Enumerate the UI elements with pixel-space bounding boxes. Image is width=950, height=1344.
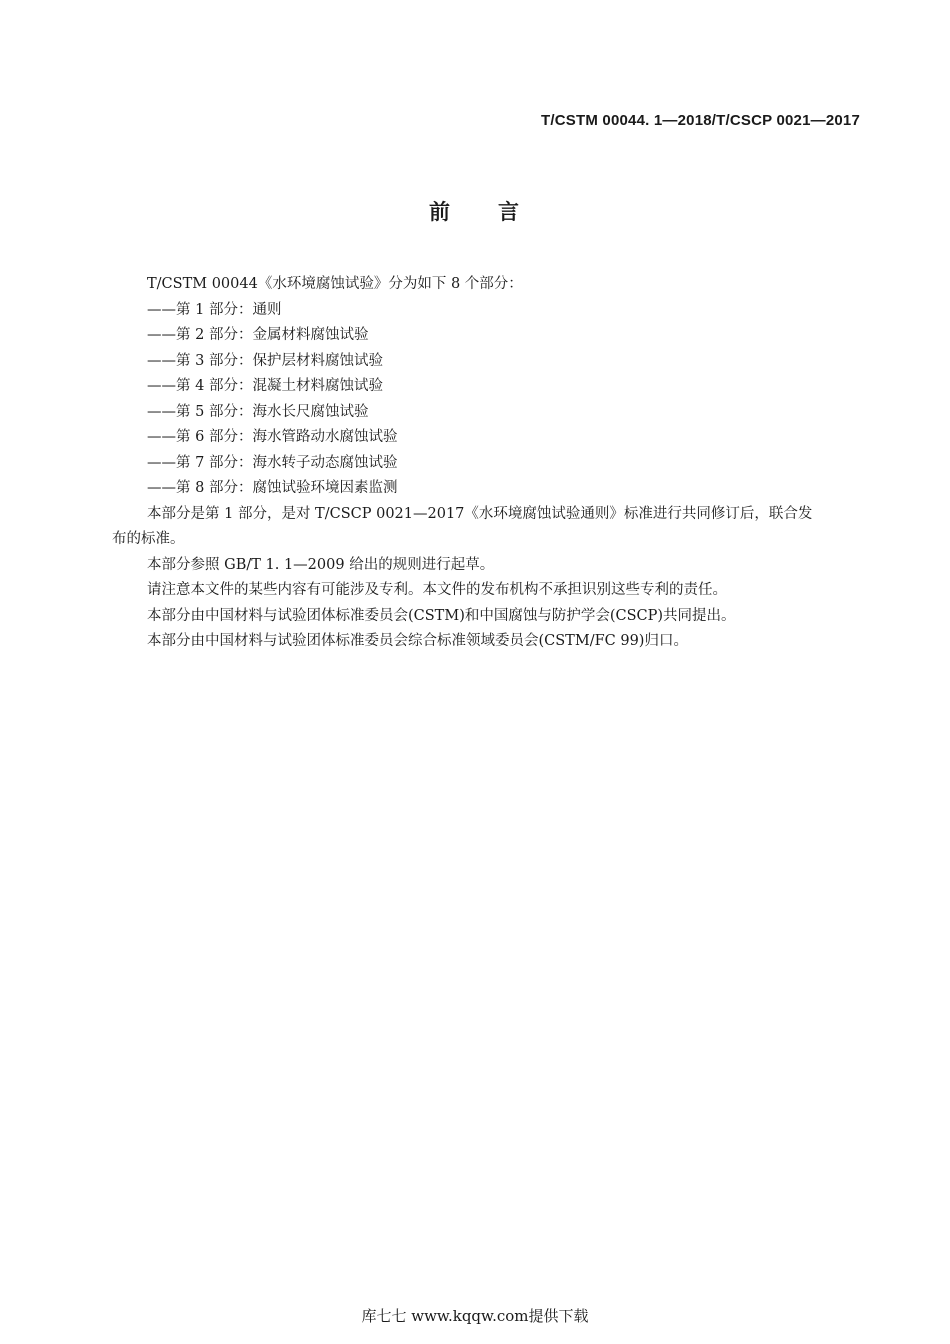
part-item-7: ——第 7 部分：海水转子动态腐蚀试验	[147, 454, 398, 471]
part-item-2: ——第 2 部分：金属材料腐蚀试验	[147, 327, 369, 343]
paragraph-1-line-1: 本部分是第 1 部分，是对 T/CSCP 0021—2017《水环境腐蚀试验通则》标准进行共同修订后，联合发	[147, 505, 813, 522]
title-char-1: 前	[429, 200, 452, 224]
part-item-4: ——第 4 部分：混凝土材料腐蚀试验	[147, 378, 383, 394]
page-title	[0, 196, 950, 226]
title-char-2: 言	[498, 200, 521, 224]
part-item-1: ——第 1 部分：通则	[147, 301, 282, 318]
part-item-5: ——第 5 部分：海水长尺腐蚀试验	[147, 403, 369, 420]
document-number-header: T/CSTM 00044. 1—2018/T/CSCP 0021—2017	[541, 112, 860, 129]
part-item-8: ——第 8 部分：腐蚀试验环境因素监测	[147, 480, 398, 496]
part-item-6: ——第 6 部分：海水管路动水腐蚀试验	[147, 429, 398, 445]
paragraph-2: 本部分参照 GB/T 1. 1—2009 给出的规则进行起草。	[147, 556, 495, 573]
preface-body	[112, 272, 862, 655]
paragraph-5: 本部分由中国材料与试验团体标准委员会综合标准领域委员会(CSTM/FC 99)归口。	[147, 633, 688, 649]
paragraph-4: 本部分由中国材料与试验团体标准委员会(CSTM)和中国腐蚀与防护学会(CSCP)共同提出。	[147, 607, 736, 624]
paragraph-3: 请注意本文件的某些内容有可能涉及专利。本文件的发布机构不承担识别这些专利的责任。	[147, 582, 727, 598]
part-item-3: ——第 3 部分：保护层材料腐蚀试验	[147, 352, 383, 369]
download-footer: 库七七 www.kqqw.com提供下载	[361, 1307, 589, 1325]
intro-line: T/CSTM 00044《水环境腐蚀试验》分为如下 8 个部分：	[147, 276, 523, 292]
paragraph-1-line-2: 布的标准。	[112, 531, 185, 547]
